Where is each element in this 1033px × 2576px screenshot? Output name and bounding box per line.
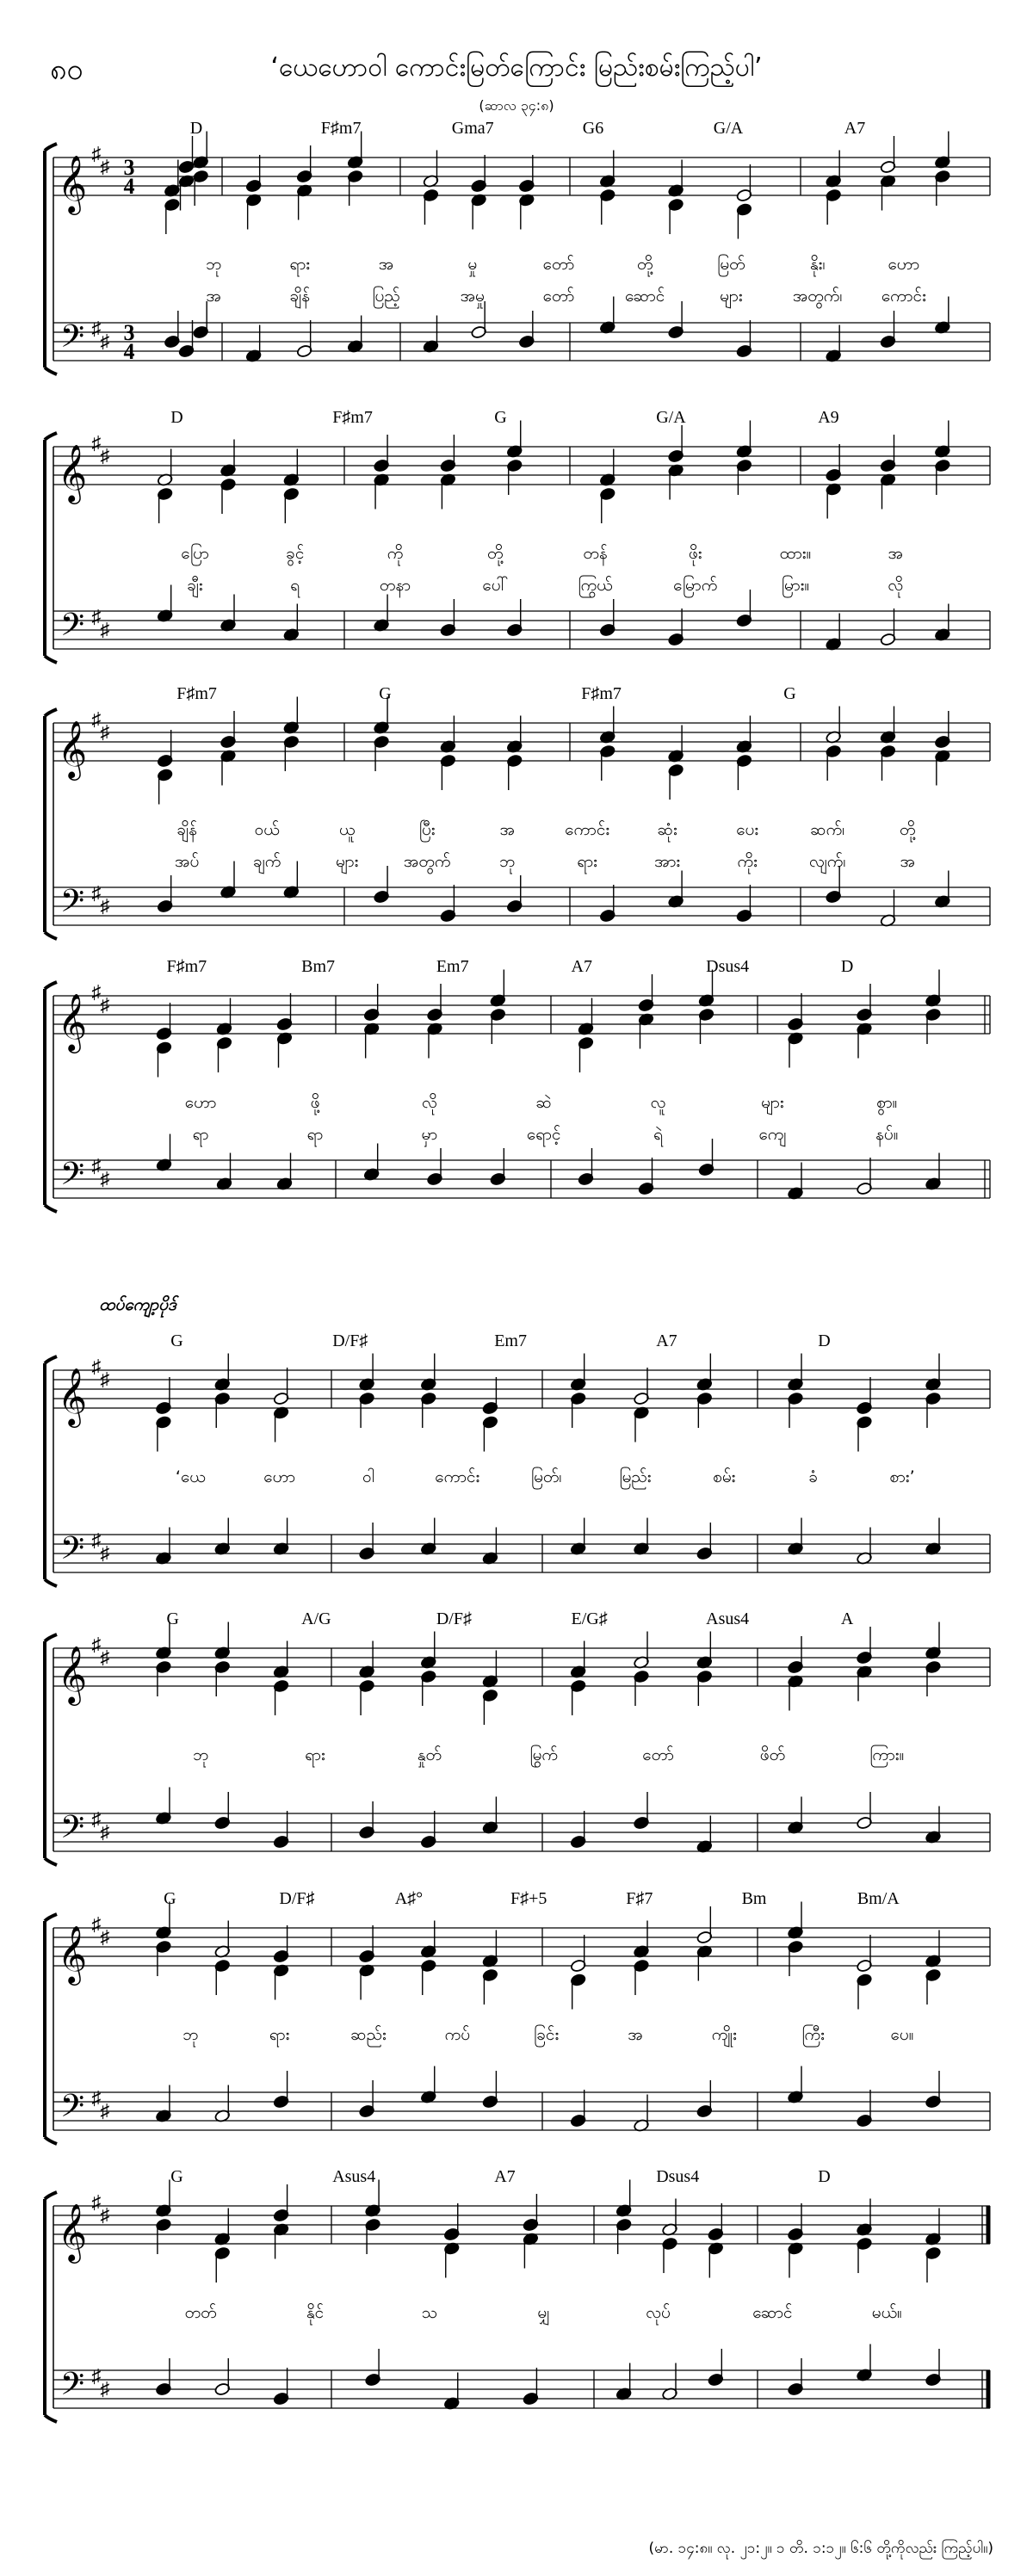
chord-symbol: Bm/A (857, 1889, 900, 1908)
key-sharp-icon: ♯ (91, 1529, 102, 1551)
lyric-syllable: ပြော (181, 544, 209, 563)
lyric-syllable: စွာ။ (876, 1093, 898, 1112)
chord-symbol: G/A (713, 119, 744, 138)
lyric-syllable: ဝါ (362, 1467, 374, 1486)
chord-symbol: D (818, 1331, 831, 1350)
lyric-syllable: မယ်။ (871, 2303, 902, 2322)
chord-symbol: Bm (741, 1889, 767, 1908)
time-signature-top: 3 (123, 320, 135, 345)
time-signature-bottom: 4 (123, 339, 135, 364)
treble-clef-icon: 𝄞 (57, 1368, 88, 1424)
system-bracket (45, 144, 57, 374)
key-sharp-icon: ♯ (100, 156, 110, 177)
key-sharp-icon: ♯ (91, 1913, 102, 1935)
lyric-syllable: တော် (542, 287, 575, 306)
lyric-syllable: လို (421, 1093, 437, 1112)
lyric-syllable: မြွက် (529, 1745, 559, 1764)
chord-symbol: F♯m7 (320, 119, 362, 138)
chord-symbol: Dsus4 (706, 957, 750, 976)
chord-symbol: Em7 (494, 1331, 527, 1350)
lyric-syllable: မျှ (537, 2303, 551, 2322)
key-sharp-icon: ♯ (91, 1155, 102, 1177)
lyric-syllable: ရောင့် (526, 1125, 561, 1144)
chord-symbol: D/F♯ (279, 1889, 315, 1908)
chord-symbol: A/G (301, 1609, 331, 1628)
lyric-syllable: ဘု (182, 2025, 199, 2044)
lyric-syllable: ယူ (338, 820, 356, 839)
lyric-syllable: အ (628, 2025, 643, 2044)
lyric-syllable: လူ (650, 1093, 666, 1112)
lyric-syllable: တို့ (636, 255, 653, 274)
bass-clef-icon: 𝄢 (59, 1531, 85, 1573)
key-sharp-icon: ♯ (100, 1821, 110, 1843)
chord-symbol: D/F♯ (332, 1331, 368, 1350)
refrain-marker: ထပ်ကျော့ပိုဒ် (99, 1295, 176, 1314)
key-sharp-icon: ♯ (91, 1356, 102, 1377)
chord-symbol: G (494, 408, 507, 427)
lyric-syllable: ကပ် (444, 2025, 471, 2044)
system-bracket (45, 709, 57, 939)
lyric-syllable: ရား (305, 1745, 325, 1764)
lyric-syllable: ကောင်း (881, 287, 926, 306)
lyric-syllable: ကို (387, 544, 404, 563)
chord-symbol: D (189, 119, 203, 138)
lyric-syllable: အ (378, 255, 394, 274)
chord-symbol: Asus4 (706, 1609, 750, 1628)
lyric-syllable: များ (335, 852, 359, 871)
chord-symbol: F♯7 (626, 1889, 653, 1908)
chord-symbol: D (170, 408, 183, 427)
chord-symbol: F♯m7 (332, 408, 373, 427)
lyric-syllable: လုပ် (646, 2303, 671, 2322)
key-sharp-icon: ♯ (100, 1542, 110, 1564)
lyric-syllable: ပြည့် (372, 287, 400, 306)
chord-symbol: F♯+5 (510, 1889, 547, 1908)
time-signature-top: 3 (123, 155, 135, 180)
key-sharp-icon: ♯ (91, 143, 102, 164)
score-system (45, 421, 990, 664)
lyric-syllable: အပ် (175, 852, 200, 871)
lyric-syllable: နိုင် (306, 2303, 325, 2322)
lyric-syllable: ကျိုး (711, 2025, 737, 2044)
chord-symbol: G (170, 1331, 183, 1350)
chord-symbol: G (166, 1609, 179, 1628)
lyric-syllable: ဆောင် (625, 287, 665, 306)
key-sharp-icon: ♯ (100, 445, 110, 466)
lyric-syllable: ဖို့ (310, 1093, 320, 1112)
lyric-syllable: ကောင်း (435, 1467, 480, 1486)
chord-symbol: F♯m7 (166, 957, 207, 976)
chord-symbol: A7 (656, 1331, 677, 1350)
lyric-syllable: စမ်း (713, 1467, 736, 1486)
key-sharp-icon: ♯ (91, 2365, 102, 2387)
score-system (45, 697, 990, 940)
bass-clef-icon: 𝄢 (59, 884, 85, 926)
lyric-syllable: ဖိုး (688, 544, 702, 563)
lyric-syllable: ခံ (808, 1467, 819, 1486)
score-system (45, 970, 990, 1213)
lyric-syllable: ဟော (184, 1093, 217, 1112)
system-bracket (45, 1356, 57, 1586)
lyric-syllable: ‘ယေ (175, 1467, 206, 1486)
lyric-syllable: ရ (290, 576, 300, 595)
system-bracket (45, 982, 57, 1212)
lyric-syllable: ချီး (187, 576, 203, 595)
lyric-syllable: ဘု (192, 1745, 209, 1764)
lyric-syllable: နှုတ် (417, 1745, 442, 1764)
chord-symbol: A7 (494, 2167, 516, 2186)
lyric-syllable: မြား။ (781, 576, 810, 595)
key-sharp-icon: ♯ (91, 432, 102, 454)
key-sharp-icon: ♯ (100, 2378, 110, 2400)
lyric-syllable: အမှု (460, 287, 485, 306)
lyric-syllable: ဖိတ် (759, 1745, 786, 1764)
lyric-syllable: ဆက်၊ (810, 820, 845, 839)
time-signature-bottom: 4 (123, 174, 135, 199)
lyric-syllable: ချိန် (176, 820, 197, 839)
lyric-syllable: တို့ (899, 820, 916, 839)
score-system (45, 1622, 990, 1866)
chord-symbol: F♯m7 (581, 684, 622, 703)
chord-symbol: D (840, 957, 854, 976)
chord-symbol: A7 (844, 119, 866, 138)
lyric-syllable: ရဲ (653, 1125, 664, 1144)
chord-symbol: A♯° (394, 1889, 424, 1908)
key-sharp-icon: ♯ (100, 895, 110, 917)
treble-clef-icon: 𝄞 (57, 1926, 88, 1982)
lyric-syllable: မှု (467, 255, 478, 274)
treble-clef-icon: 𝄞 (57, 1646, 88, 1702)
key-sharp-icon: ♯ (91, 708, 102, 730)
system-bracket (45, 1914, 57, 2144)
lyric-syllable: အ (206, 287, 221, 306)
lyric-syllable: ခွင့် (286, 544, 305, 563)
lyric-syllable: ပေး (736, 820, 759, 839)
scripture-reference: (ဆာလ ၃၄:၈) (479, 97, 554, 114)
lyric-syllable: ဆဲ (535, 1093, 552, 1112)
lyric-syllable: ဘု (205, 255, 222, 274)
lyric-syllable: ချက် (253, 852, 281, 871)
chord-symbol: Bm7 (301, 957, 336, 976)
score-system (45, 2180, 990, 2423)
chord-symbol: A (840, 1609, 854, 1628)
lyric-syllable: တော် (642, 1745, 674, 1764)
system-bracket (45, 433, 57, 663)
lyric-syllable: ပေါ် (482, 576, 509, 595)
lyric-syllable: ချိန် (289, 287, 311, 306)
lyric-syllable: လျက်၊ (808, 852, 846, 871)
bass-clef-icon: 𝄢 (59, 1810, 85, 1852)
page-number: ၈၀ (50, 53, 84, 87)
lyric-syllable: ခြင်း (534, 2025, 560, 2044)
lyric-syllable: စား’ (889, 1467, 915, 1486)
chord-symbol: G (164, 1889, 176, 1908)
key-sharp-icon: ♯ (100, 1168, 110, 1189)
score-system (45, 1902, 990, 2145)
lyric-syllable: ရား (269, 2025, 290, 2044)
lyric-syllable: ကြီး (801, 2025, 825, 2044)
lyric-syllable: ပြီး (418, 820, 436, 839)
bass-clef-icon: 𝄢 (59, 608, 85, 650)
lyric-syllable: ကောင်း (565, 820, 610, 839)
chord-symbol: G6 (582, 119, 604, 138)
key-sharp-icon: ♯ (100, 994, 110, 1016)
lyric-syllable: ဝယ် (254, 820, 280, 839)
lyric-syllable: ဆောင် (752, 2303, 793, 2322)
chord-symbol: G/A (656, 408, 686, 427)
key-sharp-icon: ♯ (91, 981, 102, 1003)
chord-symbol: G (783, 684, 796, 703)
lyric-syllable: မှာ (421, 1125, 438, 1144)
lyric-syllable: ဘု (499, 852, 516, 871)
lyric-syllable: များ (720, 287, 743, 306)
key-sharp-icon: ♯ (100, 619, 110, 640)
key-sharp-icon: ♯ (91, 318, 102, 339)
lyric-syllable: ထား။ (779, 544, 812, 563)
treble-clef-icon: 𝄞 (57, 445, 88, 501)
lyric-syllable: ရာ (192, 1125, 209, 1144)
system-bracket (45, 1634, 57, 1865)
treble-clef-icon: 𝄞 (57, 2204, 88, 2260)
lyric-syllable: ဆည်း (350, 2025, 387, 2044)
key-sharp-icon: ♯ (100, 1926, 110, 1948)
lyric-syllable: တော် (542, 255, 575, 274)
lyric-syllable: လို (888, 576, 904, 595)
key-sharp-icon: ♯ (91, 2087, 102, 2109)
key-sharp-icon: ♯ (100, 2204, 110, 2226)
treble-clef-icon: 𝄞 (57, 994, 88, 1050)
bass-clef-icon: 𝄢 (59, 2089, 85, 2131)
chord-symbol: D/F♯ (436, 1609, 472, 1628)
chord-symbol: Em7 (436, 957, 469, 976)
bass-clef-icon: 𝄢 (59, 319, 85, 361)
lyric-syllable: မြောက် (673, 576, 718, 595)
lyric-syllable: မြတ်၊ (530, 1467, 562, 1486)
key-sharp-icon: ♯ (100, 2100, 110, 2122)
lyric-syllable: ရား (577, 852, 597, 871)
chord-symbol: Gma7 (451, 119, 494, 138)
chord-symbol: Asus4 (332, 2167, 376, 2186)
lyric-syllable: ရာ (306, 1125, 324, 1144)
lyric-syllable: အား (654, 852, 681, 871)
chord-symbol: G (170, 2167, 183, 2186)
lyric-syllable: ကြွယ် (578, 576, 613, 595)
lyric-syllable: မြတ် (717, 255, 745, 274)
lyric-syllable: ပေ။ (890, 2025, 914, 2044)
key-sharp-icon: ♯ (100, 330, 110, 352)
lyric-syllable: တို့ (487, 544, 504, 563)
chord-symbol: D (818, 2167, 831, 2186)
key-sharp-icon: ♯ (91, 1808, 102, 1830)
lyric-syllable: ဆုံး (657, 820, 677, 839)
chord-symbol: A7 (571, 957, 592, 976)
chord-symbol: F♯m7 (176, 684, 217, 703)
lyric-syllable: နိုး၊ (809, 255, 826, 274)
key-sharp-icon: ♯ (100, 721, 110, 743)
treble-clef-icon: 𝄞 (57, 721, 88, 777)
lyric-syllable: အ (888, 544, 903, 563)
song-title: ‘ယေဟောဝါ ကောင်းမြတ်ကြောင်း မြည်းစမ်းကြည့်ပါ’ (270, 53, 763, 83)
lyric-syllable: ကြား။ (869, 1745, 905, 1764)
lyric-syllable: တနာ (379, 576, 411, 595)
score-system (45, 132, 990, 375)
lyric-syllable: အ (900, 852, 915, 871)
key-sharp-icon: ♯ (100, 1368, 110, 1390)
chord-symbol: E/G♯ (571, 1609, 608, 1628)
chord-symbol: A9 (818, 408, 839, 427)
lyric-syllable: အ (499, 820, 515, 839)
system-bracket (45, 2192, 57, 2422)
bass-clef-icon: 𝄢 (59, 1157, 85, 1199)
lyric-syllable: အတွက် (403, 852, 451, 871)
lyric-syllable: သ (421, 2303, 438, 2322)
lyric-syllable: များ (761, 1093, 784, 1112)
key-sharp-icon: ♯ (91, 606, 102, 627)
lyric-syllable: ရား (289, 255, 311, 274)
lyric-syllable: ဟော (888, 255, 920, 274)
key-sharp-icon: ♯ (91, 882, 102, 904)
chord-symbol: G (379, 684, 392, 703)
lyric-syllable: ကိုး (737, 852, 758, 871)
lyric-syllable: နပ်။ (875, 1125, 899, 1144)
lyric-syllable: တတ် (184, 2303, 217, 2322)
chord-symbol: Dsus4 (656, 2167, 700, 2186)
footer-cross-references: (မာ. ၁၄:၈။ လု. ၂၁:၂။ ၁ တိ. ၁:၁၂။ ၆:၆ တို့ကိုလည်း ကြည့်ပါ။) (648, 2540, 993, 2557)
key-sharp-icon: ♯ (100, 1646, 110, 1668)
treble-clef-icon: 𝄞 (57, 156, 88, 212)
lyric-syllable: မြည်း (619, 1467, 652, 1486)
lyric-syllable: အတွက်၊ (792, 287, 843, 306)
bass-clef-icon: 𝄢 (59, 2367, 85, 2409)
lyric-syllable: ဟော (263, 1467, 296, 1486)
lyric-syllable: ကျေ (758, 1125, 787, 1144)
key-sharp-icon: ♯ (91, 2191, 102, 2213)
lyric-syllable: တန် (583, 544, 608, 563)
key-sharp-icon: ♯ (91, 1634, 102, 1655)
